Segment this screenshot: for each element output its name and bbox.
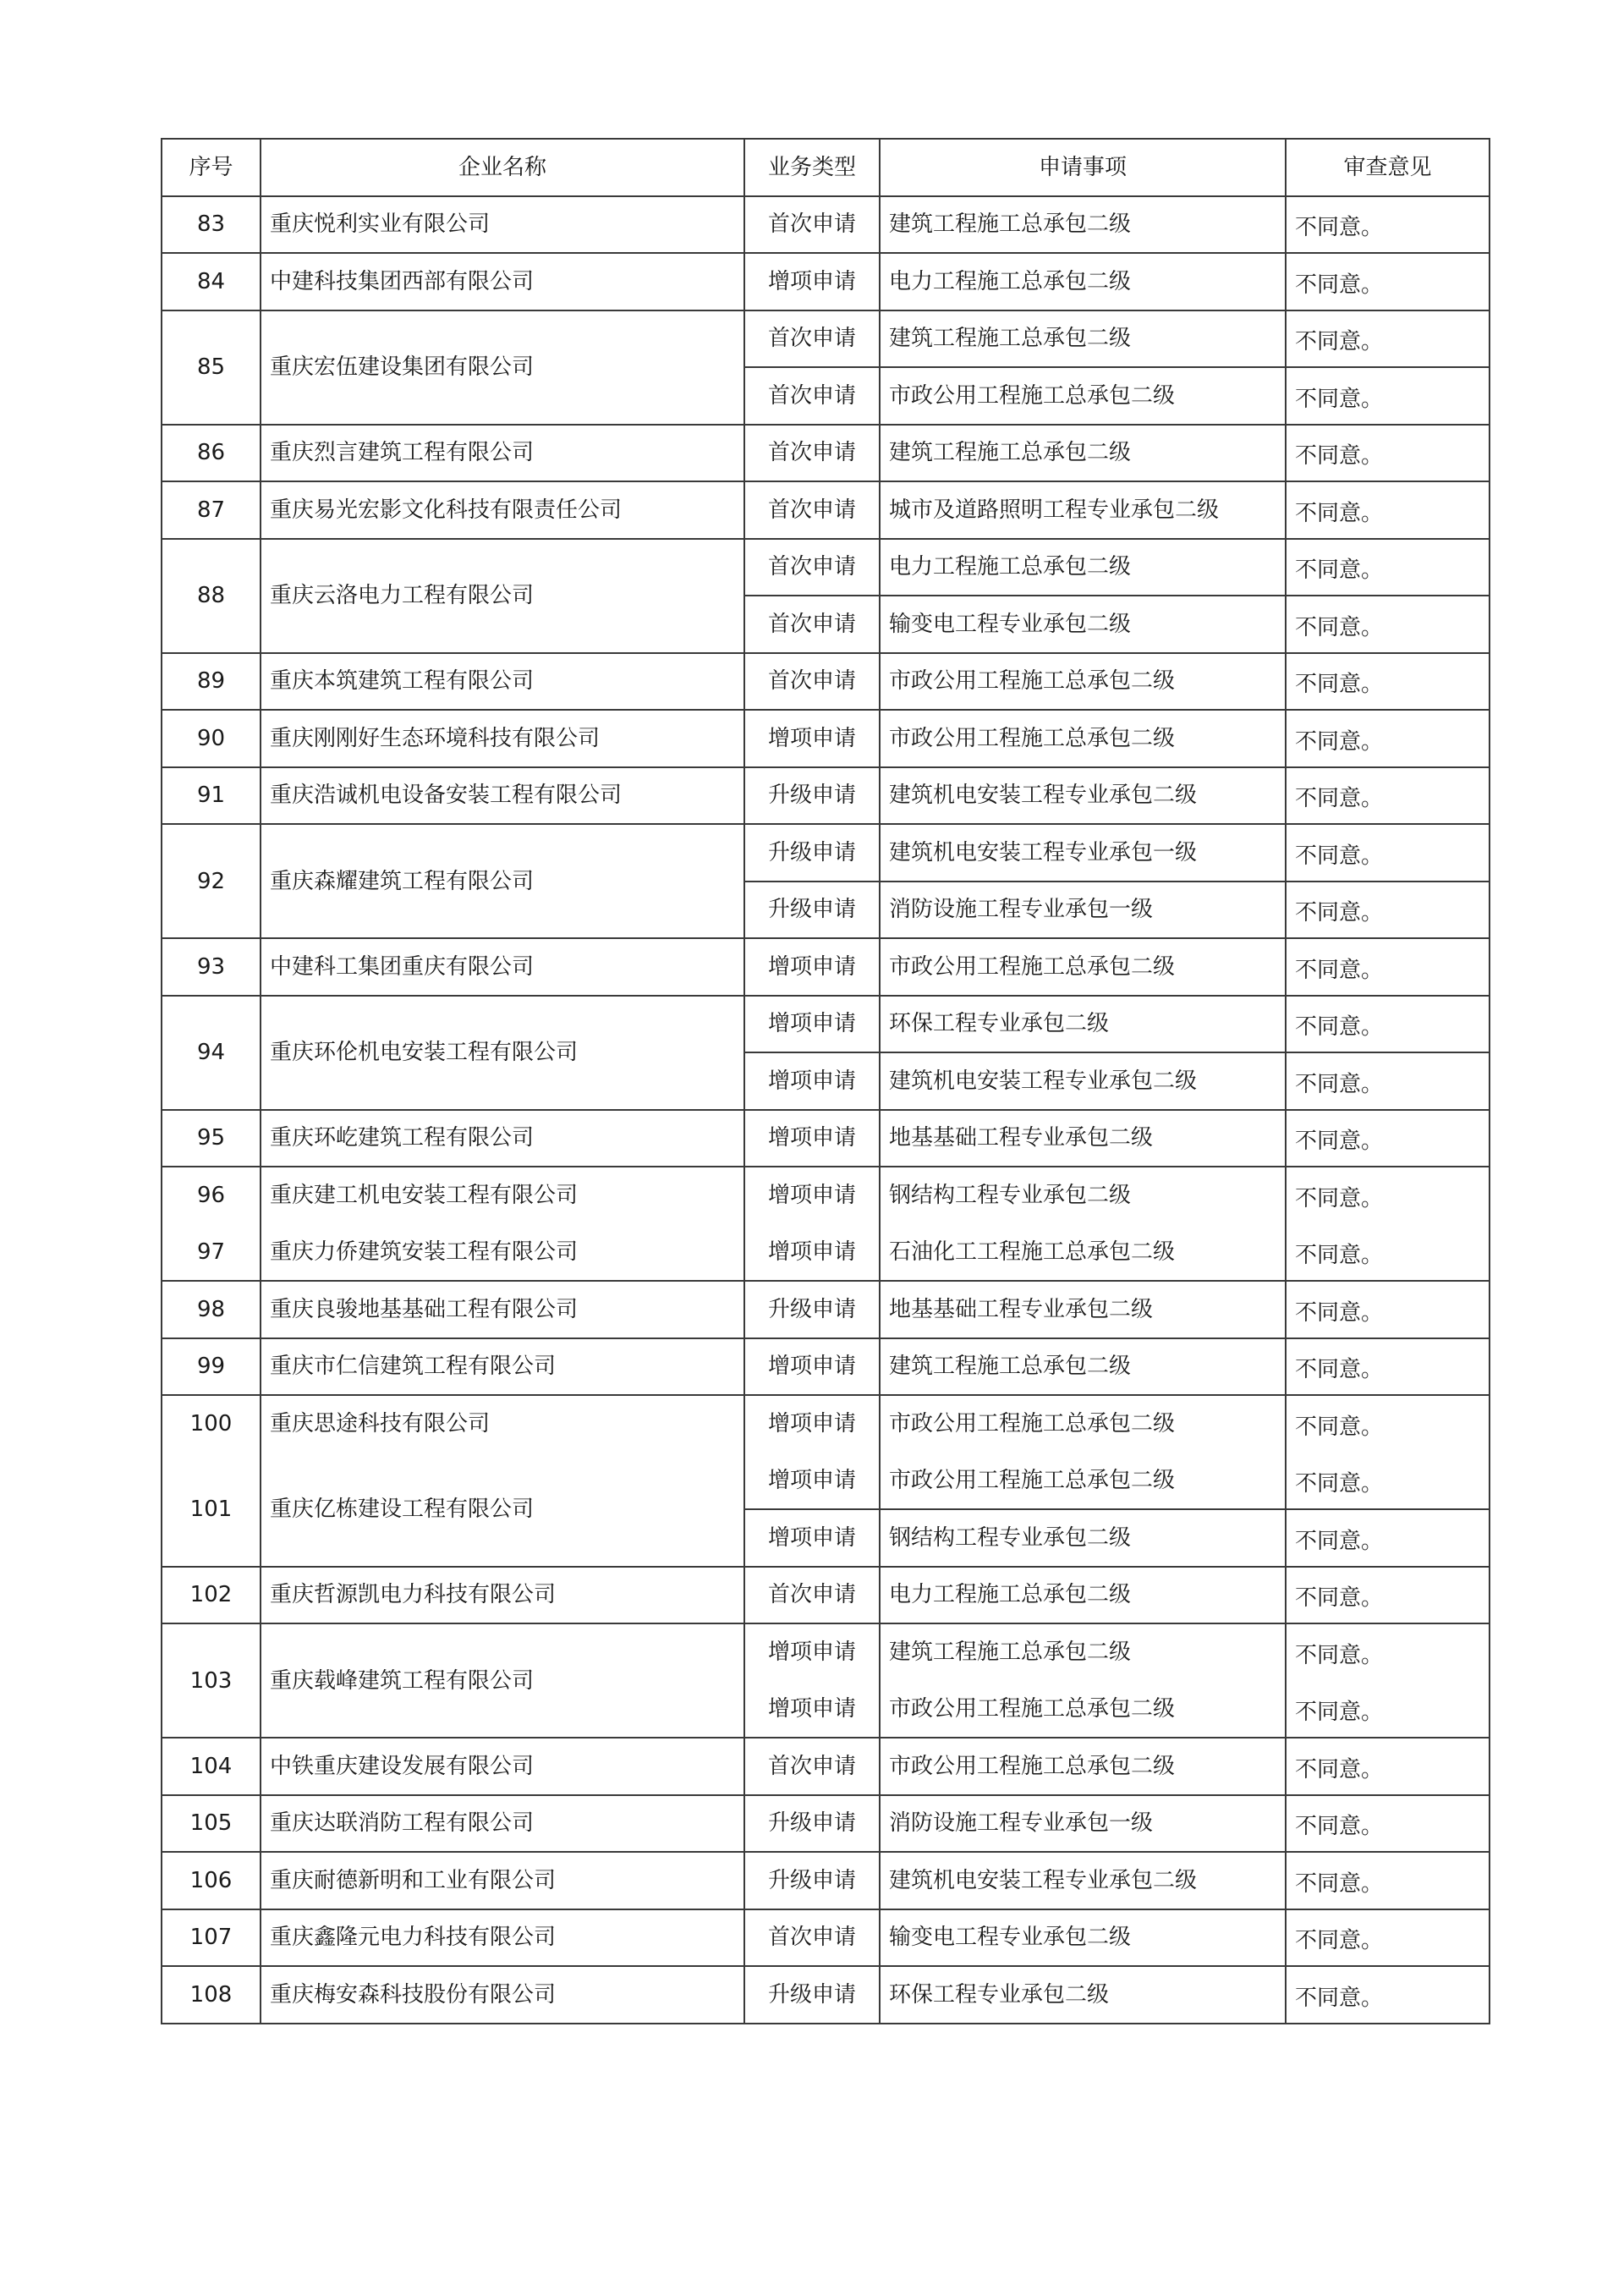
table-row	[162, 824, 1490, 882]
cell-opinion: 不同意。	[1286, 253, 1490, 310]
cell-item: 钢结构工程专业承包二级	[880, 1509, 1286, 1567]
cell-item: 电力工程施工总承包二级	[880, 1567, 1286, 1624]
cell-seq: 83	[162, 196, 261, 254]
table-row	[162, 253, 1490, 310]
cell-opinion: 不同意。	[1286, 1395, 1490, 1453]
cell-company: 重庆森耀建筑工程有限公司	[261, 824, 744, 938]
cell-company: 重庆梅安森科技股份有限公司	[261, 1966, 744, 2024]
cell-type: 增项申请	[744, 1167, 880, 1224]
table-row	[162, 1909, 1490, 1967]
cell-opinion: 不同意。	[1286, 996, 1490, 1053]
cell-seq: 98	[162, 1281, 261, 1338]
cell-item: 市政公用工程施工总承包二级	[880, 1453, 1286, 1510]
cell-item: 建筑工程施工总承包二级	[880, 310, 1286, 368]
cell-type: 升级申请	[744, 882, 880, 939]
cell-type: 升级申请	[744, 1966, 880, 2024]
table-row	[162, 767, 1490, 825]
cell-type: 增项申请	[744, 1052, 880, 1110]
cell-company: 重庆耐德新明和工业有限公司	[261, 1852, 744, 1909]
cell-type: 首次申请	[744, 481, 880, 539]
table-row	[162, 1738, 1490, 1795]
table-row	[162, 1395, 1490, 1453]
cell-opinion: 不同意。	[1286, 1795, 1490, 1853]
cell-type: 升级申请	[744, 767, 880, 825]
header-biz-type: 业务类型	[744, 139, 880, 196]
table-row	[162, 1338, 1490, 1396]
table-row	[162, 425, 1490, 482]
cell-type: 首次申请	[744, 1567, 880, 1624]
cell-type: 增项申请	[744, 1395, 880, 1453]
cell-type: 增项申请	[744, 996, 880, 1053]
cell-type: 首次申请	[744, 1909, 880, 1967]
table-row	[162, 539, 1490, 596]
cell-seq: 96	[162, 1167, 261, 1224]
cell-opinion: 不同意。	[1286, 1338, 1490, 1396]
cell-type: 升级申请	[744, 1852, 880, 1909]
cell-company: 重庆鑫隆元电力科技有限公司	[261, 1909, 744, 1967]
cell-item: 建筑工程施工总承包二级	[880, 196, 1286, 254]
cell-item: 城市及道路照明工程专业承包二级	[880, 481, 1286, 539]
table-row	[162, 1453, 1490, 1510]
table-row	[162, 1281, 1490, 1338]
table-row	[162, 710, 1490, 767]
cell-company: 重庆环屹建筑工程有限公司	[261, 1110, 744, 1167]
cell-seq: 102	[162, 1567, 261, 1624]
table-row	[162, 1567, 1490, 1624]
cell-type: 增项申请	[744, 710, 880, 767]
cell-seq: 95	[162, 1110, 261, 1167]
cell-opinion: 不同意。	[1286, 938, 1490, 996]
cell-item: 市政公用工程施工总承包二级	[880, 653, 1286, 711]
cell-seq: 84	[162, 253, 261, 310]
cell-opinion: 不同意。	[1286, 710, 1490, 767]
cell-seq: 106	[162, 1852, 261, 1909]
table-row	[162, 1966, 1490, 2024]
cell-seq: 94	[162, 996, 261, 1110]
cell-opinion: 不同意。	[1286, 1567, 1490, 1624]
table-row	[162, 653, 1490, 711]
cell-seq: 93	[162, 938, 261, 996]
cell-type: 首次申请	[744, 425, 880, 482]
cell-company: 重庆力侨建筑安装工程有限公司	[261, 1224, 744, 1282]
header-opinion: 审查意见	[1286, 139, 1490, 196]
cell-type: 增项申请	[744, 1453, 880, 1510]
cell-opinion: 不同意。	[1286, 653, 1490, 711]
cell-company: 重庆烈言建筑工程有限公司	[261, 425, 744, 482]
cell-seq: 99	[162, 1338, 261, 1396]
table-row	[162, 1795, 1490, 1853]
table-row	[162, 1623, 1490, 1681]
table-row	[162, 481, 1490, 539]
cell-opinion: 不同意。	[1286, 310, 1490, 368]
cell-item: 市政公用工程施工总承包二级	[880, 1681, 1286, 1738]
cell-opinion: 不同意。	[1286, 1623, 1490, 1681]
cell-item: 市政公用工程施工总承包二级	[880, 1738, 1286, 1795]
cell-opinion: 不同意。	[1286, 1453, 1490, 1510]
cell-item: 地基基础工程专业承包二级	[880, 1281, 1286, 1338]
table-row	[162, 1852, 1490, 1909]
cell-company: 重庆市仁信建筑工程有限公司	[261, 1338, 744, 1396]
cell-opinion: 不同意。	[1286, 824, 1490, 882]
cell-company: 重庆浩诚机电设备安装工程有限公司	[261, 767, 744, 825]
cell-seq: 89	[162, 653, 261, 711]
table-row	[162, 1110, 1490, 1167]
cell-seq: 97	[162, 1224, 261, 1282]
table-row	[162, 996, 1490, 1053]
cell-seq: 85	[162, 310, 261, 425]
cell-opinion: 不同意。	[1286, 1281, 1490, 1338]
document-page	[161, 138, 1489, 2024]
cell-opinion: 不同意。	[1286, 425, 1490, 482]
cell-company: 重庆本筑建筑工程有限公司	[261, 653, 744, 711]
cell-type: 增项申请	[744, 1623, 880, 1681]
cell-item: 电力工程施工总承包二级	[880, 539, 1286, 596]
cell-item: 建筑机电安装工程专业承包二级	[880, 1052, 1286, 1110]
cell-opinion: 不同意。	[1286, 882, 1490, 939]
cell-seq: 104	[162, 1738, 261, 1795]
cell-type: 增项申请	[744, 1509, 880, 1567]
cell-type: 升级申请	[744, 1281, 880, 1338]
cell-company: 中建科技集团西部有限公司	[261, 253, 744, 310]
cell-opinion: 不同意。	[1286, 1167, 1490, 1224]
cell-item: 电力工程施工总承包二级	[880, 253, 1286, 310]
cell-item: 石油化工工程施工总承包二级	[880, 1224, 1286, 1282]
cell-item: 市政公用工程施工总承包二级	[880, 938, 1286, 996]
header-item: 申请事项	[880, 139, 1286, 196]
cell-opinion: 不同意。	[1286, 767, 1490, 825]
cell-company: 重庆哲源凯电力科技有限公司	[261, 1567, 744, 1624]
cell-item: 环保工程专业承包二级	[880, 1966, 1286, 2024]
cell-company: 重庆思途科技有限公司	[261, 1395, 744, 1453]
cell-opinion: 不同意。	[1286, 196, 1490, 254]
cell-company: 重庆悦利实业有限公司	[261, 196, 744, 254]
cell-company: 重庆环伦机电安装工程有限公司	[261, 996, 744, 1110]
cell-type: 增项申请	[744, 938, 880, 996]
cell-opinion: 不同意。	[1286, 539, 1490, 596]
cell-type: 增项申请	[744, 1224, 880, 1282]
cell-type: 首次申请	[744, 310, 880, 368]
cell-item: 建筑机电安装工程专业承包二级	[880, 767, 1286, 825]
cell-type: 首次申请	[744, 367, 880, 425]
header-seq: 序号	[162, 139, 261, 196]
cell-item: 建筑机电安装工程专业承包一级	[880, 824, 1286, 882]
cell-seq: 101	[162, 1453, 261, 1567]
table-row	[162, 938, 1490, 996]
cell-company: 中铁重庆建设发展有限公司	[261, 1738, 744, 1795]
cell-seq: 92	[162, 824, 261, 938]
cell-company: 重庆刚刚好生态环境科技有限公司	[261, 710, 744, 767]
cell-seq: 87	[162, 481, 261, 539]
cell-company: 重庆亿栋建设工程有限公司	[261, 1453, 744, 1567]
cell-opinion: 不同意。	[1286, 1681, 1490, 1738]
cell-opinion: 不同意。	[1286, 1966, 1490, 2024]
cell-item: 市政公用工程施工总承包二级	[880, 367, 1286, 425]
cell-type: 首次申请	[744, 596, 880, 653]
table-header-row	[162, 139, 1490, 196]
cell-opinion: 不同意。	[1286, 1224, 1490, 1282]
cell-item: 钢结构工程专业承包二级	[880, 1167, 1286, 1224]
cell-item: 建筑工程施工总承包二级	[880, 1338, 1286, 1396]
cell-company: 重庆易光宏影文化科技有限责任公司	[261, 481, 744, 539]
cell-opinion: 不同意。	[1286, 1110, 1490, 1167]
cell-item: 输变电工程专业承包二级	[880, 1909, 1286, 1967]
cell-seq: 105	[162, 1795, 261, 1853]
cell-seq: 91	[162, 767, 261, 825]
cell-company: 重庆云洛电力工程有限公司	[261, 539, 744, 653]
cell-seq: 108	[162, 1966, 261, 2024]
cell-item: 市政公用工程施工总承包二级	[880, 1395, 1286, 1453]
cell-item: 市政公用工程施工总承包二级	[880, 710, 1286, 767]
cell-item: 建筑工程施工总承包二级	[880, 425, 1286, 482]
cell-seq: 100	[162, 1395, 261, 1453]
header-company: 企业名称	[261, 139, 744, 196]
cell-company: 重庆宏伍建设集团有限公司	[261, 310, 744, 425]
table-row	[162, 310, 1490, 368]
cell-type: 增项申请	[744, 1338, 880, 1396]
cell-seq: 88	[162, 539, 261, 653]
cell-type: 增项申请	[744, 1110, 880, 1167]
cell-seq: 90	[162, 710, 261, 767]
cell-opinion: 不同意。	[1286, 1738, 1490, 1795]
cell-opinion: 不同意。	[1286, 596, 1490, 653]
cell-opinion: 不同意。	[1286, 1052, 1490, 1110]
cell-type: 首次申请	[744, 653, 880, 711]
cell-opinion: 不同意。	[1286, 1852, 1490, 1909]
cell-type: 增项申请	[744, 1681, 880, 1738]
cell-type: 升级申请	[744, 824, 880, 882]
cell-seq: 107	[162, 1909, 261, 1967]
cell-type: 首次申请	[744, 539, 880, 596]
table-row	[162, 1224, 1490, 1282]
cell-item: 地基基础工程专业承包二级	[880, 1110, 1286, 1167]
cell-opinion: 不同意。	[1286, 481, 1490, 539]
cell-seq: 103	[162, 1623, 261, 1738]
cell-company: 重庆良骏地基基础工程有限公司	[261, 1281, 744, 1338]
cell-company: 中建科工集团重庆有限公司	[261, 938, 744, 996]
cell-company: 重庆载峰建筑工程有限公司	[261, 1623, 744, 1738]
cell-seq: 86	[162, 425, 261, 482]
cell-item: 环保工程专业承包二级	[880, 996, 1286, 1053]
cell-company: 重庆达联消防工程有限公司	[261, 1795, 744, 1853]
cell-type: 升级申请	[744, 1795, 880, 1853]
cell-opinion: 不同意。	[1286, 1909, 1490, 1967]
table-row	[162, 1167, 1490, 1224]
cell-item: 建筑机电安装工程专业承包二级	[880, 1852, 1286, 1909]
cell-item: 消防设施工程专业承包一级	[880, 882, 1286, 939]
cell-item: 建筑工程施工总承包二级	[880, 1623, 1286, 1681]
approval-table	[161, 138, 1490, 2024]
cell-type: 增项申请	[744, 253, 880, 310]
cell-type: 首次申请	[744, 196, 880, 254]
table-row	[162, 196, 1490, 254]
cell-type: 首次申请	[744, 1738, 880, 1795]
cell-opinion: 不同意。	[1286, 1509, 1490, 1567]
cell-item: 消防设施工程专业承包一级	[880, 1795, 1286, 1853]
cell-company: 重庆建工机电安装工程有限公司	[261, 1167, 744, 1224]
cell-item: 输变电工程专业承包二级	[880, 596, 1286, 653]
cell-opinion: 不同意。	[1286, 367, 1490, 425]
